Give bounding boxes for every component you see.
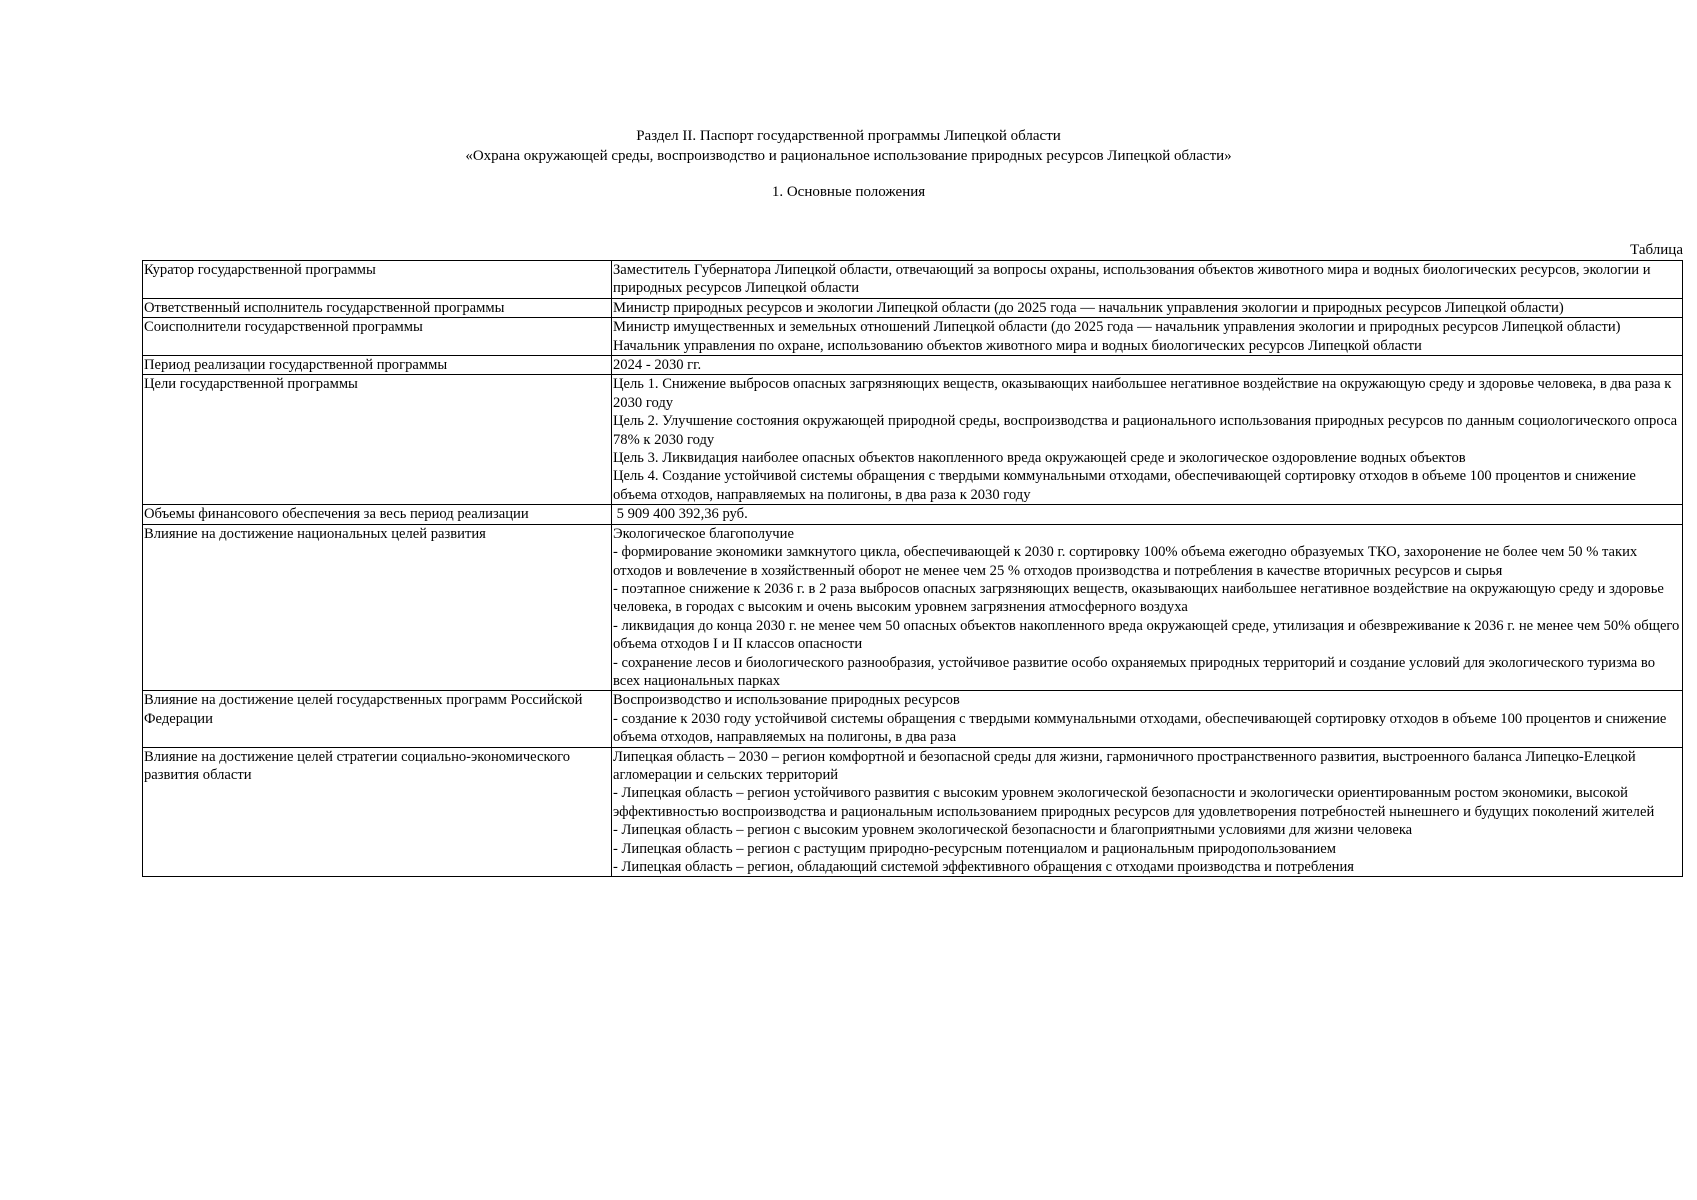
row-value-line: - поэтапное снижение к 2036 г. в 2 раза выбросов опасных загрязняющих веществ, оказывающих наибольшее негативное воздействие на окружающую среду и здоровье человека, в городах с высоким и очень высоким уровнем загрязнения атмосферного воздуха [613,580,1664,616]
row-value-line: Цель 3. Ликвидация наиболее опасных объектов накопленного вреда окружающей среде и экологическое оздоровление водных объектов [613,450,1466,467]
row-value [612,524,1683,691]
section-heading: 1. Основные положения [771,184,926,200]
row-value-line: Министр имущественных и земельных отношений Липецкой области (до 2025 года — начальник управления экологии и природных ресурсов Липецкой области) [613,319,1621,336]
row-value-line: - Липецкая область – регион с высоким уровнем экологической безопасности и благоприятными условиями для жизни человека [613,822,1413,839]
row-value-line: Цель 2. Улучшение состояния окружающей природной среды, воспроизводства и рационального использования природных ресурсов по данным социологического опроса 78% к 2030 году [613,413,1678,448]
row-value [612,261,1683,299]
row-value-line: - формирование экономики замкнутого цикла, обеспечивающей к 2030 г. сортировку 100% объема ежегодно образуемых ТКО, захоронение не более чем 50 % таких отходов и вовлечение в хозяйственный оборот не менее чем 25 % отходов производства и потребления в качестве вторичных ресурсов и сырья [613,544,1638,579]
row-label: Влияние на достижение целей государственных программ Российской Федерации [143,691,612,747]
row-value-line: - создание к 2030 году устойчивой системы обращения с твердыми коммунальными отходами, обеспечивающей сортировку отходов в объеме 100 процентов и снижение объема отходов, направляемых на полигоны, в два раза [613,710,1667,746]
table-row-regional-strategy [143,747,1683,877]
table-row-goals [143,375,1683,505]
table-row-curator [143,261,1683,299]
row-value [612,375,1683,505]
row-value [612,747,1683,877]
row-value-line: - Липецкая область – регион с растущим природно-ресурсным потенциалом и рациональным природопользованием [613,840,1336,857]
row-label: Ответственный исполнитель государственной программы [143,298,612,317]
table-row-national-goals [143,524,1683,691]
row-value [612,356,1683,375]
document-title-line-2: «Охрана окружающей среды, воспроизводство и рациональное использование природных ресурсов Липецкой области» [465,148,1232,164]
row-value-line: Заместитель Губернатора Липецкой области, отвечающий за вопросы охраны, использования объектов животного мира и водных биологических ресурсов, экологии и природных ресурсов Липецкой области [613,262,1651,297]
row-value-line: Цель 1. Снижение выбросов опасных загрязняющих веществ, оказывающих наибольшее негативное воздействие на окружающую среду и здоровье человека, в два раза к 2030 году [613,376,1672,411]
row-value-line: Экологическое благополучие [613,525,794,542]
row-value-line: - Липецкая область – регион устойчивого развития с высоким уровнем экологической безопасности и экологически ориентированным ростом экономики, высокой эффективностью воспроизводства и рациональным использованием природных ресурсов для удовлетворения потребностей нынешнего и будущих поколений жителей [613,785,1655,820]
row-value-line: Начальник управления по охране, использованию объектов животного мира и водных биологических ресурсов Липецкой области [613,337,1422,354]
row-value-line: Липецкая область – 2030 – регион комфортной и безопасной среды для жизни, гармоничного пространственного развития, выстроенного баланса Липецко-Елецкой агломерации и сельских территорий [613,748,1636,783]
passport-table [142,260,1683,877]
row-label: Период реализации государственной программы [143,356,612,375]
row-value-line: 5 909 400 392,36 руб. [613,506,748,523]
row-label: Влияние на достижение национальных целей развития [143,524,612,691]
row-value [612,298,1683,317]
document-title-line-1: Раздел II. Паспорт государственной программы Липецкой области [636,128,1061,144]
row-value-line: Воспроизводство и использование природных ресурсов [613,692,960,709]
row-value-line: 2024 - 2030 гг. [613,357,702,374]
row-value-line: Цель 4. Создание устойчивой системы обращения с твердыми коммунальными отходами, обеспечивающей сортировку отходов в объеме 100 процентов и снижение объема отходов, направляемых на полигоны, в два раза к 2030 году [613,468,1636,503]
table-row-responsible-executor [143,298,1683,317]
row-value [612,691,1683,747]
row-label: Соисполнители государственной программы [143,318,612,356]
row-label: Цели государственной программы [143,375,612,505]
row-label: Влияние на достижение целей стратегии социально-экономического развития области [143,747,612,877]
row-label: Объемы финансового обеспечения за весь период реализации [143,505,612,524]
table-row-financing [143,505,1683,524]
row-value-line: - ликвидация до конца 2030 г. не менее чем 50 опасных объектов накопленного вреда окружающей среде, утилизация и обезвреживание к 2036 г. не менее чем 50% общего объема отходов I и II классов опасности [613,617,1680,653]
row-value-line: - Липецкая область – регион, обладающий системой эффективного обращения с отходами производства и потребления [613,859,1355,875]
row-value-line: - сохранение лесов и биологического разнообразия, устойчивое развитие особо охраняемых природных территорий и создание условий для экологического туризма во всех национальных парках [613,654,1655,689]
row-value-line: Министр природных ресурсов и экологии Липецкой области (до 2025 года — начальник управления экологии и природных ресурсов Липецкой области) [613,299,1564,316]
row-value [612,318,1683,356]
table-row-period [143,356,1683,375]
table-row-co-executors [143,318,1683,356]
row-value [612,505,1683,524]
table-label: Таблица [1630,242,1683,258]
table-row-federal-programs [143,691,1683,747]
row-label: Куратор государственной программы [143,261,612,299]
